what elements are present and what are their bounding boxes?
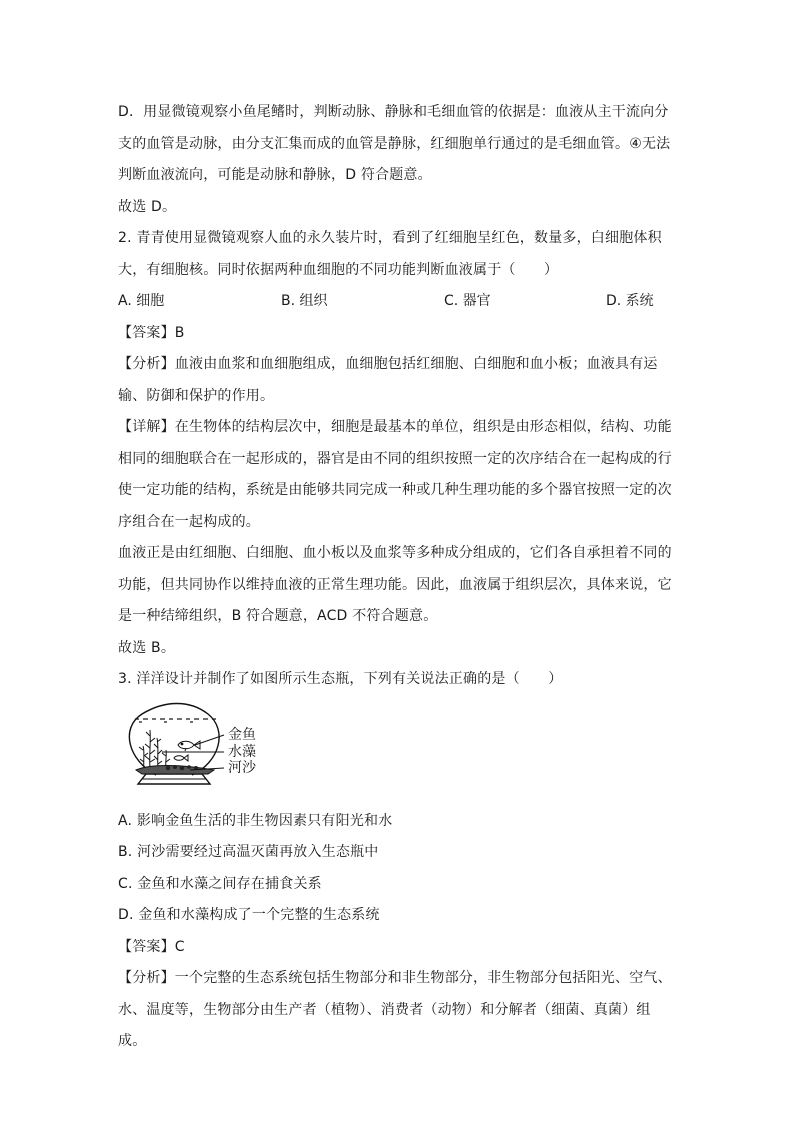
- q2-option-a: A. 细胞: [118, 293, 165, 309]
- q2-option-c: C. 器官: [444, 293, 491, 309]
- explanation-option-d: D．用显微镜观察小鱼尾鳍时，判断动脉、静脉和毛细血管的依据是：血液从主干流向分支的血管是动脉，由分支汇集而成的血管是静脉，红细胞单行通过的是毛细血管。④无法判断血液流向，可能是动脉和静脉，D 符合题意。: [118, 104, 671, 183]
- q2-detail: 【详解】在生物体的结构层次中，细胞是最基本的单位，组织是由形态相似，结构、功能相同的细胞联合在一起形成的，器官是由不同的组织按照一定的次序结合在一起构成的行使一定功能的结构，系统是由能够共同完成一种或几种生理功能的多个器官按照一定的次序组合在一起构成的。: [118, 419, 672, 530]
- document-body: [118, 97, 678, 1058]
- question-2-options: [118, 286, 678, 318]
- q2-choice: 故选 B。: [118, 639, 176, 656]
- label-goldfish: 金鱼: [228, 726, 256, 743]
- q2-option-d: D. 系统: [606, 293, 654, 309]
- question-3-stem: 3. 洋洋设计并制作了如图所示生态瓶，下列有关说法正确的是（ ）: [118, 671, 563, 687]
- q2-answer: 【答案】B: [118, 324, 185, 341]
- question-2-stem: 2. 青青使用显微镜观察人血的永久装片时，看到了红细胞呈红色，数量多，白细胞体积大，有细胞核。同时依据两种血细胞的不同功能判断血液属于（ ）: [118, 230, 662, 278]
- q2-analysis: 【分析】血液由血浆和血细胞组成，血细胞包括红细胞、白细胞和血小板；血液具有运输、防御和保护的作用。: [118, 356, 658, 404]
- q3-option-a: A. 影响金鱼生活的非生物因素只有阳光和水: [118, 812, 393, 829]
- ecosystem-bottle-drawing: [120, 700, 300, 800]
- q2-detail-continued: 血液正是由红细胞、白细胞、血小板以及血浆等多种成分组成的，它们各自承担着不同的功能，但共同协作以维持血液的正常生理功能。因此，血液属于组织层次，具体来说，它是一种结缔组织，B 符合题意，ACD 不符合题意。: [118, 545, 672, 624]
- label-sand: 河沙: [228, 759, 256, 776]
- q3-option-d: D. 金鱼和水藻构成了一个完整的生态系统: [118, 907, 380, 923]
- label-algae: 水藻: [228, 743, 256, 760]
- q3-option-c: C. 金鱼和水藻之间存在捕食关系: [118, 875, 322, 892]
- answer-choice-line: 故选 D。: [118, 198, 177, 215]
- ecosystem-bottle-figure: [120, 700, 300, 800]
- q3-option-b: B. 河沙需要经过高温灭菌再放入生态瓶中: [118, 844, 379, 860]
- q3-answer: 【答案】C: [118, 938, 185, 955]
- q3-analysis: 【分析】一个完整的生态系统包括生物部分和非生物部分，非生物部分包括阳光、空气、水、温度等，生物部分由生产者（植物）、消费者（动物）和分解者（细菌、真菌）组成。: [118, 970, 672, 1049]
- q2-option-b: B. 组织: [281, 293, 328, 309]
